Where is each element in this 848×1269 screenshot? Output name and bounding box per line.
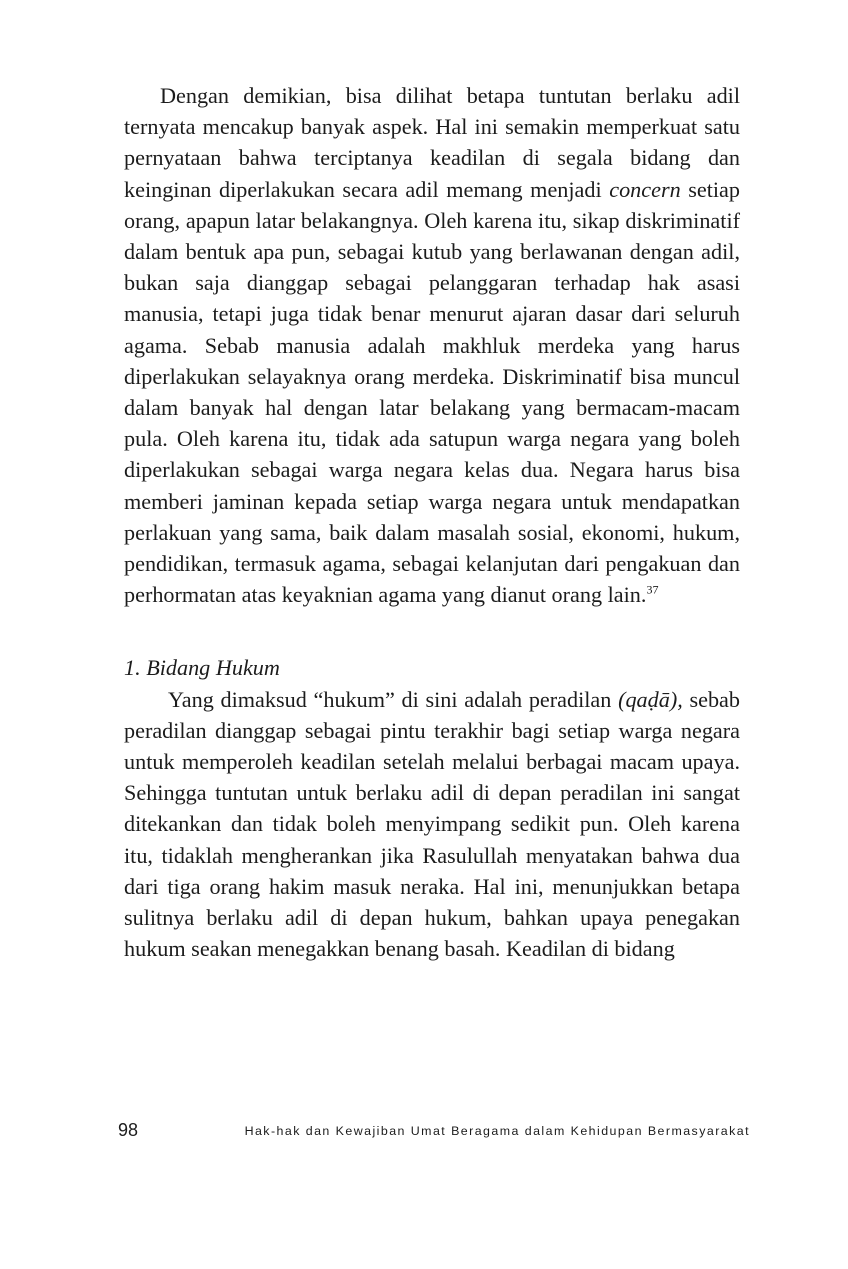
paragraph-2-text-continued: sebab peradilan dianggap sebagai pintu terakhir bagi setiap warga negara untuk memperoleh keadilan setelah melalui berbagai macam upaya. Sehingga tuntutan untuk berlaku adil di depan peradilan ini sangat ditekankan dan tidak boleh menyimpang sedikit pun. Oleh karena itu, tidaklah mengherankan jika Rasulullah menyatakan bahwa dua dari tiga orang hakim masuk neraka. Hal ini, menunjukkan betapa sulitnya berlaku adil di depan hukum, bahkan upaya penegakan hukum seakan menegakkan benang basah. Keadilan di bidang	[124, 686, 740, 962]
section-heading: 1. Bidang Hukum	[124, 655, 280, 681]
body-paragraph-2	[124, 684, 740, 965]
page-number: 98	[118, 1120, 139, 1140]
paragraph-1-text-continued: setiap orang, apapun latar belakangnya. Oleh karena itu, sikap diskriminatif dalam bentuk apa pun, sebagai kutub yang berlawanan dengan adil, bukan saja dianggap sebagai pelanggaran terhadap hak asasi manusia, tetapi juga tidak benar menurut ajaran dasar dari seluruh agama. Sebab manusia adalah makhluk merdeka yang harus diperlakukan selayaknya orang merdeka. Diskriminatif bisa muncul dalam banyak hal dengan latar belakang yang bermacam-macam pula. Oleh karena itu, tidak ada satupun warga negara yang boleh diperlakukan sebagai warga negara kelas dua. Negara harus bisa memberi jaminan kepada setiap warga negara untuk mendapatkan perlakuan yang sama, baik dalam masalah sosial, ekonomi, hukum, pendidikan, termasuk agama, sebagai kelanjutan dari pengakuan dan perhormatan atas keyaknian agama yang dianut orang lain.	[124, 176, 740, 608]
footnote-marker[interactable]: 37	[646, 582, 659, 597]
paragraph-1-italic-word: concern	[609, 176, 681, 202]
running-title: Hak-hak dan Kewajiban Umat Beragama dalam Kehidupan Bermasyarakat	[244, 1124, 750, 1138]
paragraph-1-text: Dengan demikian, bisa dilihat betapa tuntutan berlaku adil ternyata mencakup banyak aspek. Hal ini semakin memperkuat satu pernyataan bahwa terciptanya keadilan di segala bidang dan keinginan diperlakukan secara adil memang menjadi	[124, 83, 740, 202]
page-footer	[118, 1120, 750, 1144]
paragraph-2-text: Yang dimaksud “hukum” di sini adalah peradilan	[168, 686, 619, 712]
body-paragraph-1	[124, 80, 740, 610]
paragraph-2-italic-term: (qaḍā),	[618, 686, 683, 712]
page-content	[124, 80, 740, 964]
